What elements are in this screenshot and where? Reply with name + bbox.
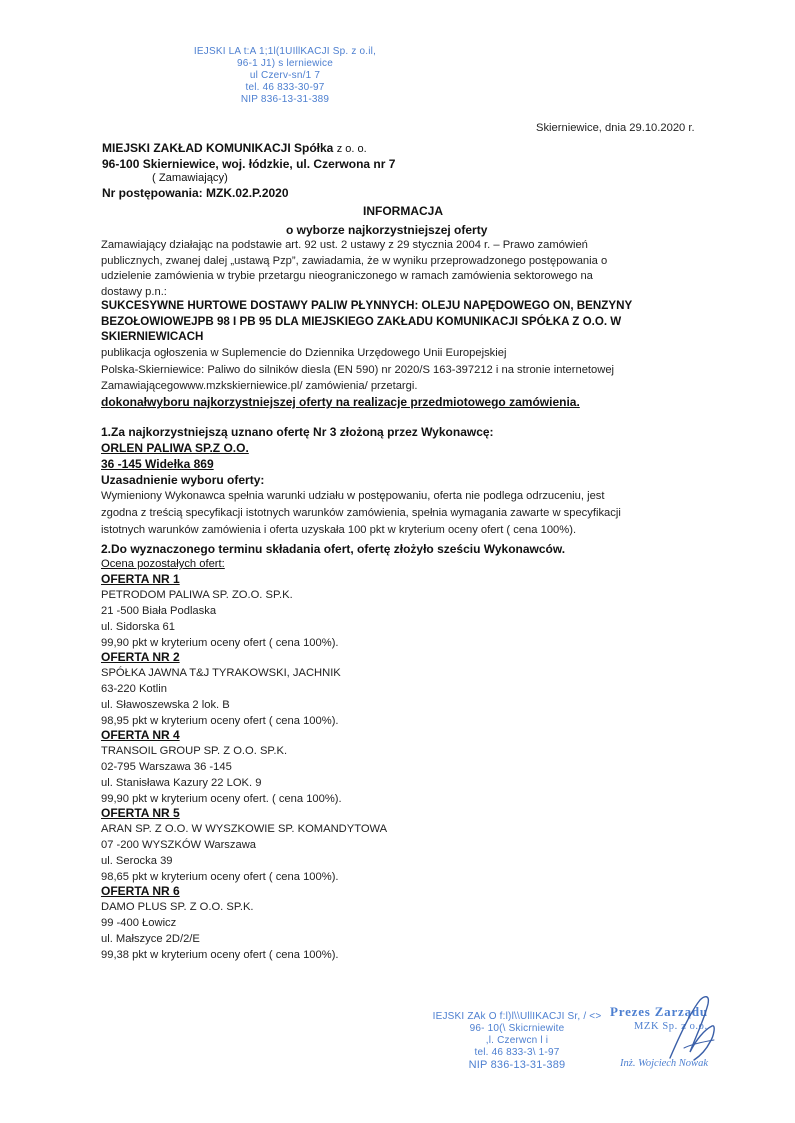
intro-paragraph <box>101 238 607 300</box>
stamp-line: IEJSKI ZAk O f:l)l\\UllIKACJI Sr, / <> <box>432 1011 602 1022</box>
role-label: ( Zamawiający) <box>152 172 228 184</box>
intro-line: udzielenie zamówienia w trybie przetargu nieograniczonego w ramach zamówienia sektorowego na <box>101 270 593 283</box>
intro-line: publicznych, zwanej dalej „ustawą Pzp”, zawiadamia, że w wyniku przeprowadzonego postępowania o <box>101 254 608 267</box>
offer-line: 99,90 pkt w kryterium oceny ofert. ( cena 100%). <box>101 793 342 805</box>
justification-line: zgodna z treścią specyfikacji istotnych warunków zamówienia, spełnia wymagania zawarte w specyfikacji <box>101 507 621 519</box>
offer-line: ul. Sławoszewska 2 lok. B <box>101 699 230 711</box>
offer-line: 07 -200 WYSZKÓW Warszawa <box>101 839 257 851</box>
signature-org: MZK Sp. z o.o. <box>634 1021 708 1032</box>
justification-line: Wymieniony Wykonawca spełnia warunki udziału w postępowaniu, oferta nie podlega odrzuceniu, jest <box>101 490 605 502</box>
offer-line: 99 -400 Łowicz <box>101 917 177 929</box>
offer-line: ul. Serocka 39 <box>101 855 173 867</box>
intro-line: dostawy p.n.: <box>101 285 167 298</box>
justification-text <box>101 488 621 539</box>
signature-name: Inż. Wojciech Nowak <box>620 1058 708 1069</box>
other-offers-label: Ocena pozostałych ofert: <box>101 558 225 570</box>
stamp-line: NIP 836-13-31-389 <box>468 1059 566 1071</box>
offer-details <box>101 587 339 651</box>
company-address: 96-100 Skierniewice, woj. łódzkie, ul. Czerwona nr 7 <box>102 157 396 171</box>
subject-line: BEZOŁOWIOWEJPB 98 I PB 95 DLA MIEJSKIEGO ZAKŁADU KOMUNIKACJI SPÓŁKA Z O.O. W <box>101 314 622 328</box>
offer-block <box>101 884 339 963</box>
publication-line: Zamawiającegowww.mzkskierniewice.pl/ zamówienia/ przetargi. <box>101 380 418 392</box>
offer-line: 02-795 Warszawa 36 -145 <box>101 761 232 773</box>
document-title: INFORMACJA <box>363 204 443 218</box>
stamp-line: tel. 46 833-30-97 <box>245 82 325 93</box>
company-name-suffix: z o. o. <box>336 143 367 155</box>
stamp-line: 96- 10(\ Skicrniewite <box>469 1023 565 1034</box>
decision-statement: dokonałwyboru najkorzystniejszej oferty na realizacje przedmiotowego zamówienia. <box>101 395 580 409</box>
offer-block <box>101 572 339 651</box>
winner-name: ORLEN PALIWA SP.Z O.O. <box>101 441 249 455</box>
offer-label: OFERTA NR 2 <box>101 650 180 664</box>
justification-line: istotnych warunków zamówienia i oferta uzyskała 100 pkt w kryterium oceny ofert ( cena 100%). <box>101 524 577 536</box>
stamp-line: tel. 46 833-3\ 1-97 <box>474 1047 560 1058</box>
offer-line: ul. Stanisława Kazury 22 LOK. 9 <box>101 777 262 789</box>
publication-info <box>101 345 614 395</box>
stamp-line: IEJSKI LA t:A 1;1l(1UIllKACJI Sp. z o.il, <box>193 46 377 57</box>
stamp-line: ,l. Czerwcn l i <box>485 1035 549 1046</box>
offer-block <box>101 650 341 729</box>
handwritten-signature-icon <box>630 990 750 1080</box>
subject-line: SKIERNIEWICACH <box>101 330 204 343</box>
offer-line: 98,65 pkt w kryterium oceny ofert ( cena 100%). <box>101 871 339 883</box>
procedure-value: MZK.02.P.2020 <box>206 186 289 200</box>
offer-block <box>101 728 342 807</box>
offer-block <box>101 806 387 885</box>
publication-line: publikacja ogłoszenia w Suplemencie do Dziennika Urzędowego Unii Europejskiej <box>101 347 507 359</box>
intro-line: Zamawiający działając na podstawie art. 92 ust. 2 ustawy z 29 stycznia 2004 r. – Prawo zamówień <box>101 239 588 251</box>
subject-line: SUKCESYWNE HURTOWE DOSTAWY PALIW PŁYNNYCH: OLEJU NAPĘDOWEGO ON, BENZYNY <box>101 299 633 312</box>
offer-line: ARAN SP. Z O.O. W WYSZKOWIE SP. KOMANDYTOWA <box>101 823 388 835</box>
offer-line: ul. Małszyce 2D/2/E <box>101 933 200 945</box>
place-date: Skierniewice, dnia 29.10.2020 r. <box>536 122 695 134</box>
offer-line: DAMO PLUS SP. Z O.O. SP.K. <box>101 901 254 913</box>
company-name-main: MIEJSKI ZAKŁAD KOMUNIKACJI Spółka <box>102 141 334 155</box>
offer-details <box>101 743 342 807</box>
section1-heading: 1.Za najkorzystniejszą uznano ofertę Nr 3 złożoną przez Wykonawcę: <box>101 425 494 439</box>
offer-line: 99,38 pkt w kryterium oceny ofert ( cena 100%). <box>101 949 339 961</box>
company-name <box>102 141 367 155</box>
publication-line: Polska-Skierniewice: Paliwo do silników diesla (EN 590) nr 2020/S 163-397212 i na stronie internetowej <box>101 363 615 376</box>
offer-line: PETRODOM PALIWA SP. ZO.O. SP.K. <box>101 589 293 601</box>
top-company-stamp <box>190 46 380 106</box>
bottom-company-stamp <box>424 1011 610 1071</box>
winner-address: 36 -145 Widełka 869 <box>101 457 214 471</box>
procurement-subject <box>101 298 632 345</box>
signature-title: Prezes Zarządu <box>610 1004 708 1019</box>
offer-details <box>101 665 341 729</box>
offer-line: SPÓŁKA JAWNA T&J TYRAKOWSKI, JACHNIK <box>101 667 341 679</box>
offer-line: TRANSOIL GROUP SP. Z O.O. SP.K. <box>101 745 288 757</box>
document-subtitle: o wyborze najkorzystniejszej oferty <box>286 223 488 237</box>
section2-heading: 2.Do wyznaczonego terminu składania ofert, ofertę złożyło sześciu Wykonawców. <box>101 542 566 556</box>
offer-line: 21 -500 Biała Podlaska <box>101 605 217 617</box>
procedure-number <box>102 186 289 200</box>
offer-label: OFERTA NR 4 <box>101 728 180 742</box>
offer-label: OFERTA NR 1 <box>101 572 180 586</box>
justification-label: Uzasadnienie wyboru oferty: <box>101 473 265 487</box>
offer-line: 99,90 pkt w kryterium oceny ofert ( cena 100%). <box>101 637 339 649</box>
stamp-line: NIP 836-13-31-389 <box>240 94 330 105</box>
offer-label: OFERTA NR 5 <box>101 806 180 820</box>
stamp-line: 96-1 J1) s lerniewice <box>237 58 333 69</box>
stamp-line: ul Czerv-sn/1 7 <box>249 70 321 81</box>
offer-line: ul. Sidorska 61 <box>101 621 176 633</box>
offer-details <box>101 899 339 963</box>
procedure-label: Nr postępowania: <box>102 186 203 200</box>
offer-label: OFERTA NR 6 <box>101 884 180 898</box>
offer-line: 98,95 pkt w kryterium oceny ofert ( cena 100%). <box>101 715 339 727</box>
offer-details <box>101 821 387 885</box>
offer-line: 63-220 Kotlin <box>101 683 167 695</box>
